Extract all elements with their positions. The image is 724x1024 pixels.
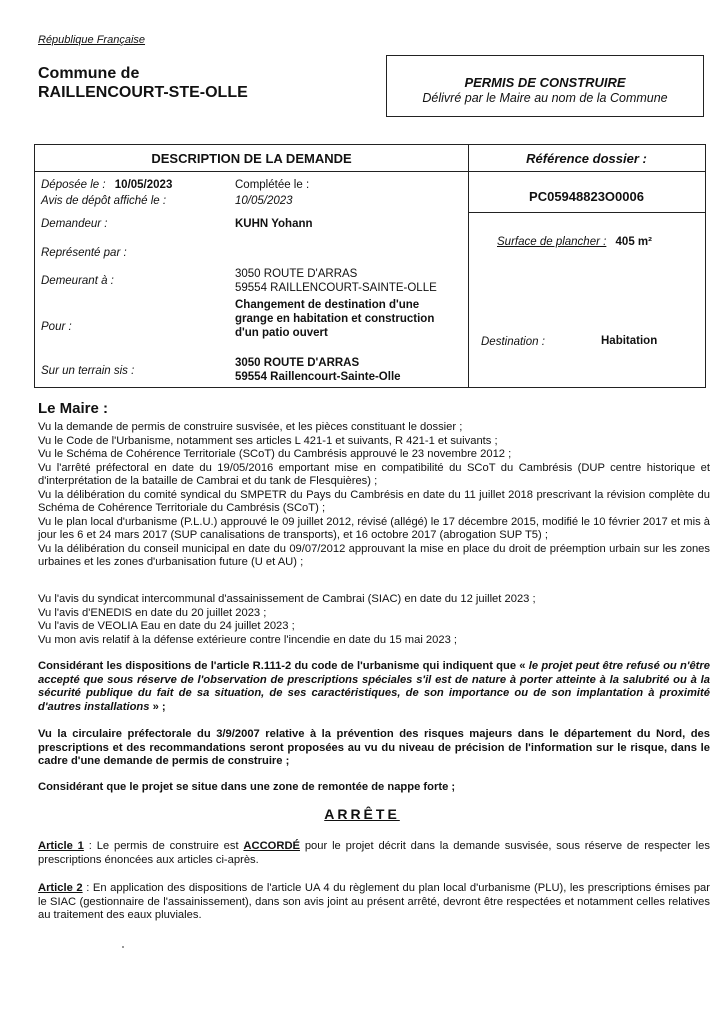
article-1 [38, 840, 710, 867]
considerant1-quote: le projet peut être refusé ou n'être accepté que sous réserve de l'observation de prescriptions spéciales s'il est de nature à porter atteinte à la salubrité ou à la sécurité publique du fait de sa situation, de ses caractéristiques, de son importance ou de son implantation à proximité d'autres installations [38, 660, 710, 713]
vu-line: Vu la délibération du comité syndical du SMPETR du Pays du Cambrésis en date du 11 juillet 2018 prescrivant la révision complète du Schéma de Cohérence Territoriale du Cambrésis (SCoT) ; [38, 488, 710, 514]
permis-title: PERMIS DE CONSTRUIRE [464, 75, 626, 90]
surface-label: Surface de plancher : [497, 236, 607, 248]
commune-name [38, 64, 248, 102]
avis-depot-label: Avis de dépôt affiché le : [41, 195, 167, 207]
reference-value: PC05948823O0006 [529, 189, 644, 204]
demeurant-line2: 59554 RAILLENCOURT-SAINTE-OLLE [235, 282, 437, 294]
completee-label: Complétée le : [235, 179, 310, 191]
terrain-label: Sur un terrain sis : [41, 365, 135, 377]
pour-line3: d'un patio ouvert [235, 327, 328, 339]
pour-line1: Changement de destination d'une [235, 299, 420, 311]
commune-line2: RAILLENCOURT-STE-OLLE [38, 84, 248, 101]
vu-list [38, 421, 710, 570]
circulaire-paragraph: Vu la circulaire préfectorale du 3/9/2007 relative à la prévention des risques majeurs dans le département du Nord, des prescriptions et des recommandations seront proposées au vu du niveau de précision de l'information sur le risque, dans le cadre d'une demande de permis de construire ; [38, 728, 710, 767]
pour-label: Pour : [41, 321, 72, 333]
article-2 [38, 882, 710, 923]
table-header-divider [35, 171, 705, 172]
republique-francaise: République Française [38, 34, 146, 46]
surface-row [497, 236, 652, 248]
demeurant-line1: 3050 ROUTE D'ARRAS [235, 268, 358, 280]
description-header: DESCRIPTION DE LA DEMANDE [151, 151, 352, 166]
vu-line: Vu le Schéma de Cohérence Territoriale (SCoT) du Cambrésis approuvé le 23 novembre 2012 ; [38, 448, 512, 460]
demeurant-value [235, 267, 437, 295]
destination-value: Habitation [601, 335, 658, 347]
considerant1-end: » ; [149, 700, 166, 713]
article1-accorde: ACCORDÉ [243, 840, 300, 852]
destination-label: Destination : [481, 336, 545, 348]
scan-speck [122, 946, 124, 948]
vu-line: Vu la demande de permis de construire susvisée, et les pièces constituant le dossier ; [38, 421, 463, 433]
demeurant-label: Demeurant à : [41, 275, 114, 287]
avis-line: Vu l'avis d'ENEDIS en date du 20 juillet 2023 ; [38, 606, 267, 619]
considerant-r111-2 [38, 660, 710, 714]
avis-line: Vu l'avis du syndicat intercommunal d'assainissement de Cambrai (SIAC) en date du 12 juillet 2023 ; [38, 593, 536, 605]
demandeur-value: KUHN Yohann [235, 218, 313, 230]
vu-line: Vu le plan local d'urbanisme (P.L.U.) approuvé le 09 juillet 2012, révisé (allégé) le 17 décembre 2015, modifié le 10 février 2017 et mis à jour les 6 et 24 mars 2017 (SUP canalisations de transports), et 16 octobre 2017 (abrogation SUP T5) ; [38, 515, 710, 541]
article1-text-a: : Le permis de construire est [83, 840, 244, 852]
article2-label: Article 2 [38, 882, 83, 894]
considerant-nappe: Considérant que le projet se situe dans une zone de remontée de nappe forte ; [38, 781, 456, 793]
vu-line: Vu la délibération du conseil municipal en date du 09/07/2012 approuvant la mise en place du droit de préemption urbain sur les zones urbaines et les zones d'urbanisation future (U et AU) ; [38, 542, 710, 568]
commune-line1: Commune de [38, 65, 140, 82]
terrain-line1: 3050 ROUTE D'ARRAS [235, 357, 360, 369]
terrain-value [235, 356, 401, 384]
pour-value [235, 298, 434, 340]
vu-line: Vu l'arrêté préfectoral en date du 19/05/2016 emportant mise en compatibilité du SCoT du Cambrésis (DUP centre historique et d'interprétation de la bataille de Cambrai et du tank de Flesquières) ; [38, 461, 710, 487]
deposee-value: 10/05/2023 [114, 179, 173, 191]
considerant1-start: Considérant les dispositions de l'article R.111-2 du code de l'urbanisme qui indiquent que « [38, 660, 529, 672]
surface-value: 405 m² [615, 236, 652, 248]
avis-line: Vu mon avis relatif à la défense extérieure contre l'incendie en date du 15 mai 2023 ; [38, 633, 458, 646]
article2-text: : En application des dispositions de l'article UA 4 du règlement du plan local d'urbanisme (PLU), les prescriptions émises par le SIAC (gestionnaire de l'assainissement), dans son avis joint au présent arrêté, devront être respectées et notamment celles relatives au traitement des eaux pluviales. [38, 882, 710, 921]
demandeur-label: Demandeur : [41, 218, 108, 230]
deposee-row [41, 179, 172, 191]
vu-line: Vu le Code de l'Urbanisme, notamment ses articles L 421-1 et suivants, R 421-1 et suivants ; [38, 434, 498, 447]
permis-title-box [386, 55, 704, 117]
reference-divider [468, 212, 705, 213]
permis-subtitle: Délivré par le Maire au nom de la Commune [422, 91, 668, 105]
avis-line: Vu l'avis de VEOLIA Eau en date du 24 juillet 2023 ; [38, 620, 295, 632]
terrain-line2: 59554 Raillencourt-Sainte-Olle [235, 371, 401, 383]
completee-value: 10/05/2023 [235, 195, 293, 207]
article1-label: Article 1 [38, 840, 84, 852]
reference-header: Référence dossier : [526, 151, 647, 166]
description-table [34, 144, 706, 388]
pour-line2: grange en habitation et construction [235, 313, 435, 325]
table-column-divider [468, 145, 469, 387]
deposee-label: Déposée le : [41, 179, 106, 191]
le-maire-heading: Le Maire : [38, 400, 109, 417]
avis-list [38, 593, 710, 647]
arrete-heading: ARRÊTE [324, 806, 400, 822]
represente-label: Représenté par : [41, 247, 127, 259]
article1-text-b: pour le projet décrit dans la demande susvisée, sous réserve de respecter les prescriptions énoncées aux articles ci-après. [38, 840, 710, 866]
